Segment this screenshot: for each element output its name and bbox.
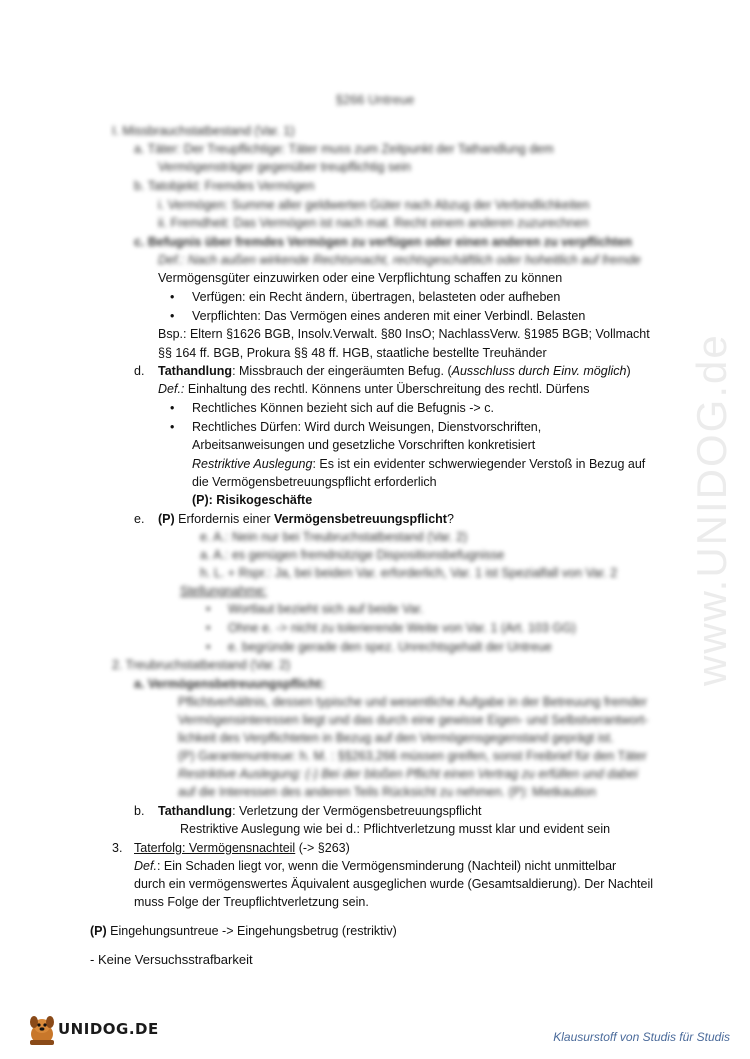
text-line: c. Befugnis über fremdes Vermögen zu verfügen oder einen anderen zu verpflichten bbox=[134, 235, 633, 249]
text-line: - Keine Versuchsstrafbarkeit bbox=[90, 952, 253, 967]
text-line-def bbox=[158, 380, 590, 398]
text-line: Stellungnahme: bbox=[180, 584, 267, 598]
text-line-d bbox=[158, 362, 631, 380]
bullet-item: • Wortlaut bezieht sich auf beide Var. bbox=[228, 600, 423, 618]
term: Restriktive Auslegung bbox=[192, 457, 313, 471]
text-line: a. Vermögensbetreuungspflicht: bbox=[134, 677, 326, 691]
problem-label: (P): Risikogeschäfte bbox=[192, 493, 313, 507]
text-line: Vermögensträger gegenüber treupflichtig sein bbox=[158, 160, 411, 174]
text-line: muss Folge der Treupflichtverletzung sein. bbox=[134, 895, 369, 909]
text-line: a. Täter: Der Treupflichtige: Täter muss zum Zeitpunkt der Tathandlung dem bbox=[134, 142, 554, 156]
list-marker: b. bbox=[134, 804, 145, 818]
text-span: : Missbrauch der eingeräumten Befug. ( bbox=[232, 364, 452, 378]
text-span: : Ein Schaden liegt vor, wenn die Vermögensminderung (Nachteil) nicht unmittelbar bbox=[156, 859, 617, 873]
footer-tagline: Klausurstoff von Studis für Studis bbox=[553, 1030, 730, 1044]
text-line: Pflichtverhältnis, dessen typische und wesentliche Aufgabe in der Betreuung fremder bbox=[178, 695, 648, 709]
list-marker: 3. bbox=[112, 841, 123, 855]
bullet-item: • Rechtliches Dürfen: Wird durch Weisungen, Dienstvorschriften, bbox=[192, 418, 541, 436]
text-line: Arbeitsanweisungen und gesetzliche Vorschriften konkretisiert bbox=[192, 438, 536, 452]
text-line: auf die Interessen des anderen Teils Rücksicht zu nehmen. (P): Mietkaution bbox=[178, 785, 597, 799]
text-line: Bsp.: Eltern §1626 BGB, Insolv.Verwalt. §80 InsO; NachlassVerw. §1985 BGB; Vollmacht bbox=[158, 327, 650, 341]
bullet-item: • e. begründe gerade den spez. Unrechtsgehalt der Untreue bbox=[228, 638, 552, 656]
text-line-p bbox=[90, 922, 397, 940]
bullet-item: • Verfügen: ein Recht ändern, übertragen, belasteten oder aufheben bbox=[192, 288, 560, 306]
term: Tathandlung bbox=[158, 364, 233, 378]
text-line-def bbox=[134, 857, 616, 875]
text-line: a. A.: es genügen fremdnützige Dispositionsbefugnisse bbox=[200, 548, 505, 562]
def-label: Def. bbox=[134, 859, 157, 873]
list-marker: d. bbox=[134, 364, 145, 378]
bullet-item: • Rechtliches Können bezieht sich auf die Befugnis -> c. bbox=[192, 399, 494, 417]
text-line: e. A.: Nein nur bei Treubruchstatbestand (Var. 2) bbox=[200, 530, 468, 544]
text-line: Vermögensgüter einzuwirken oder eine Verpflichtung schaffen zu können bbox=[158, 271, 563, 285]
term: Vermögensbetreuungspflicht bbox=[274, 512, 447, 526]
text-line: b. Tatobjekt: Fremdes Vermögen bbox=[134, 179, 315, 193]
text-line: h. L. + Rspr.: Ja, bei beiden Var. erforderlich, Var. 1 ist Spezialfall von Var. 2 bbox=[200, 566, 618, 580]
logo-text: UNIDOG.DE bbox=[58, 1020, 159, 1038]
text-line-e bbox=[158, 510, 454, 528]
text-span: (-> §263) bbox=[295, 841, 350, 855]
text-span: ? bbox=[446, 512, 454, 526]
text-span: Ausschluss durch Einv. möglich bbox=[451, 364, 627, 378]
section-2-heading: 2. Treubruchstatbestand (Var. 2) bbox=[112, 658, 291, 672]
section-1-heading: I. Missbrauchstatbestand (Var. 1) bbox=[112, 124, 295, 138]
bullet-item: • Ohne e. -> nicht zu tolerierende Weite von Var. 1 (Art. 103 GG) bbox=[228, 619, 576, 637]
text-line: Restriktive Auslegung wie bei d.: Pflichtverletzung musst klar und evident sein bbox=[180, 822, 611, 836]
text-span: ) bbox=[626, 364, 631, 378]
bullet-item: • Verpflichten: Das Vermögen eines anderen mit einer Verbindl. Belasten bbox=[192, 307, 585, 325]
text-span: : Verletzung der Vermögensbetreuungspflicht bbox=[232, 804, 482, 818]
text-line: Vermögensinteressen liegt und das durch eine gewisse Eigen- und Selbstverantwort- bbox=[178, 713, 649, 727]
term: Tathandlung bbox=[158, 804, 233, 818]
text-line: (P) Garantenuntreue: h. M. : §§263,266 müssen greifen, sonst Freibrief für den Täter bbox=[178, 749, 647, 763]
text-span: Eingehungsuntreue -> Eingehungsbetrug (restriktiv) bbox=[106, 924, 397, 938]
text-span: : Es ist ein evidenter schwerwiegender Verstoß in Bezug auf bbox=[312, 457, 646, 471]
text-line: lichkeit des Verpflichteten in Bezug auf den Vermögensgegenstand geprägt ist. bbox=[178, 731, 614, 745]
list-marker: e. bbox=[134, 512, 145, 526]
text-span: Erfordernis einer bbox=[174, 512, 275, 526]
text-line: Restriktive Auslegung: (-) Bei der bloßen Pflicht einen Vertrag zu erfüllen und dabei bbox=[178, 767, 638, 781]
text-line: §§ 164 ff. BGB, Prokura §§ 48 ff. HGB, staatliche bestellte Treuhänder bbox=[158, 346, 547, 360]
text-line: Def.: Nach außen wirkende Rechtsmacht, rechtsgeschäftlich oder hoheitlich auf fremde bbox=[158, 253, 641, 267]
text-line-3 bbox=[134, 839, 350, 857]
text-line: durch ein vermögenswertes Äquivalent ausgeglichen wurde (Gesamtsaldierung). Der Nachteil bbox=[134, 877, 654, 891]
page-title: §266 Untreue bbox=[335, 92, 415, 107]
problem-marker: (P) bbox=[90, 924, 107, 938]
text-line: i. Vermögen: Summe aller geldwerten Güter nach Abzug der Verbindlichkeiten bbox=[158, 198, 590, 212]
watermark: www.UNIDOG.de bbox=[688, 333, 735, 687]
def-label: Def.: bbox=[158, 382, 185, 396]
text-line bbox=[192, 455, 645, 473]
term: Taterfolg: Vermögensnachteil bbox=[134, 841, 296, 855]
text-span: Einhaltung des rechtl. Könnens unter Überschreitung des rechtl. Dürfens bbox=[184, 382, 590, 396]
text-line: ii. Fremdheit: Das Vermögen ist nach mat. Recht einem anderen zuzurechnen bbox=[158, 216, 589, 230]
text-line-b bbox=[158, 802, 482, 820]
problem-marker: (P) bbox=[158, 512, 175, 526]
text-line: die Vermögensbetreuungspflicht erforderlich bbox=[192, 475, 437, 489]
